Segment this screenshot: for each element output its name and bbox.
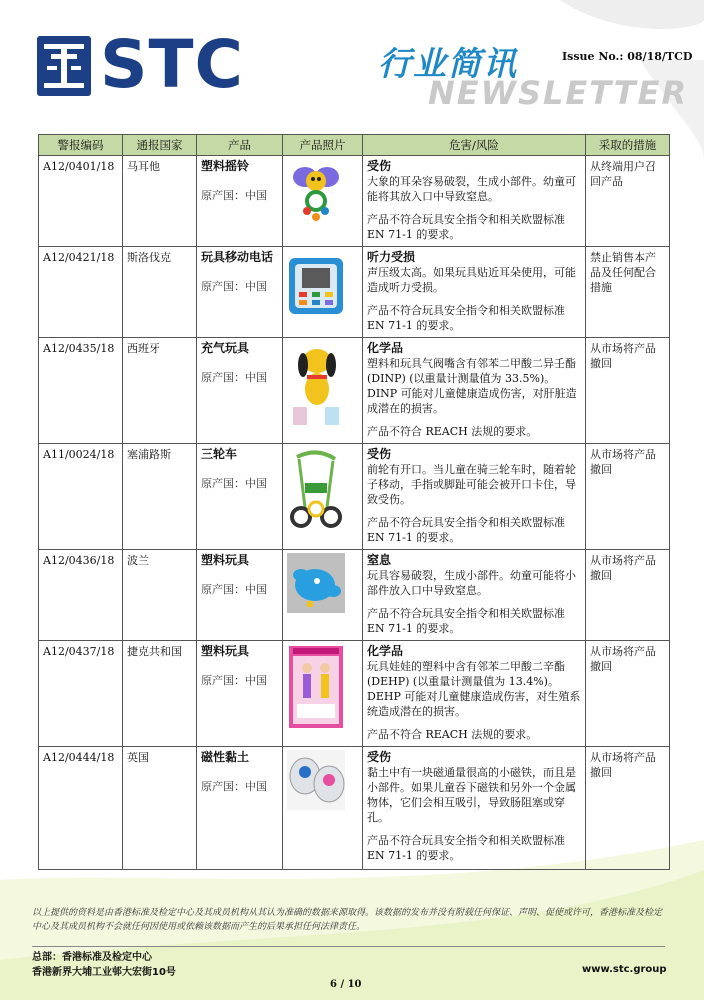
hazard-title: 受伤 <box>367 159 392 173</box>
alert-table <box>38 134 670 870</box>
hazard-regulation: 产品不符合玩具安全指令和相关欧盟标准 EN 71-1 的要求。 <box>367 834 565 862</box>
tricycle-photo <box>287 447 345 533</box>
table-header-row <box>39 135 670 156</box>
hazard-description: 黏土中有一块磁通量很高的小磁铁，而且是小部件。如果儿童吞下磁铁和另外一个金属物体，它们会相互吸引，导致肠阻塞或穿孔。 <box>367 766 576 824</box>
measure-taken: 从市场将产品撤回 <box>586 747 670 870</box>
measure-taken: 从终端用户召回产品 <box>586 156 670 247</box>
hazard-regulation: 产品不符合玩具安全指令和相关欧盟标准 EN 71-1 的要求。 <box>367 516 565 544</box>
doll-package-photo <box>287 644 345 730</box>
product-cell <box>197 444 283 550</box>
product-origin: 原产国：中国 <box>201 780 267 793</box>
photo-cell <box>283 641 363 747</box>
table-row <box>39 444 670 550</box>
product-name: 塑料玩具 <box>201 553 250 567</box>
hazard-description: 大象的耳朵容易破裂，生成小部件。幼童可能将其放入口中导致窒息。 <box>367 175 576 203</box>
header <box>0 0 704 130</box>
alert-ref: A12/0444/18 <box>39 747 123 870</box>
hazard-title: 化学品 <box>367 644 404 658</box>
notifying-country: 捷克共和国 <box>123 641 197 747</box>
product-name: 充气玩具 <box>201 341 250 355</box>
hazard-description: 前轮有开口。当儿童在骑三轮车时，随着轮子移动，手指或脚趾可能会被开口卡住，导致受伤。 <box>367 463 576 506</box>
col-header-product: 产品 <box>197 135 283 156</box>
alert-ref: A12/0421/18 <box>39 247 123 338</box>
notifying-country: 塞浦路斯 <box>123 444 197 550</box>
product-cell <box>197 641 283 747</box>
hazard-cell <box>363 747 586 870</box>
page-number: 6 / 10 <box>330 979 362 990</box>
product-origin: 原产国：中国 <box>201 583 267 596</box>
hazard-title: 受伤 <box>367 750 392 764</box>
issue-number: Issue No.: 08/18/TCD <box>562 50 693 63</box>
hazard-cell <box>363 550 586 641</box>
hazard-regulation: 产品不符合玩具安全指令和相关欧盟标准 EN 71-1 的要求。 <box>367 607 565 635</box>
table-row <box>39 641 670 747</box>
measure-taken: 从市场将产品撤回 <box>586 338 670 444</box>
hazard-regulation: 产品不符合 REACH 法规的要求。 <box>367 425 538 438</box>
measure-taken: 禁止销售本产品及任何配合措施 <box>586 247 670 338</box>
notifying-country: 马耳他 <box>123 156 197 247</box>
footer-divider <box>32 946 665 947</box>
hazard-description: 玩具容易破裂，生成小部件。幼童可能将小部件放入口中导致窒息。 <box>367 569 576 597</box>
product-cell <box>197 247 283 338</box>
alert-ref: A11/0024/18 <box>39 444 123 550</box>
hazard-title: 化学品 <box>367 341 404 355</box>
product-name: 玩具移动电话 <box>201 250 274 264</box>
product-origin: 原产国：中国 <box>201 674 267 687</box>
col-header-photo: 产品照片 <box>283 135 363 156</box>
photo-cell <box>283 338 363 444</box>
product-cell <box>197 747 283 870</box>
hazard-cell <box>363 338 586 444</box>
hazard-cell <box>363 247 586 338</box>
product-cell <box>197 550 283 641</box>
rattle-toy-photo <box>287 159 345 229</box>
notifying-country: 波兰 <box>123 550 197 641</box>
product-origin: 原产国：中国 <box>201 477 267 490</box>
product-origin: 原产国：中国 <box>201 189 267 202</box>
hazard-description: 塑料和玩具气阀嘴含有邻苯二甲酸二异壬酯 (DINP) (以重量计测量值为 33.5%)。DINP 可能对儿童健康造成伤害，对肝脏造成潜在的损害。 <box>367 357 577 415</box>
org-name: 总部：香港标准及检定中心 <box>32 952 152 963</box>
plastic-toy-photo <box>287 553 345 613</box>
table-row <box>39 747 670 870</box>
alert-ref: A12/0435/18 <box>39 338 123 444</box>
notifying-country: 英国 <box>123 747 197 870</box>
table-row <box>39 247 670 338</box>
measure-taken: 从市场将产品撤回 <box>586 641 670 747</box>
hazard-title: 窒息 <box>367 553 392 567</box>
photo-cell <box>283 444 363 550</box>
alert-ref: A12/0437/18 <box>39 641 123 747</box>
col-header-ref: 警报编码 <box>39 135 123 156</box>
notifying-country: 斯洛伐克 <box>123 247 197 338</box>
product-origin: 原产国：中国 <box>201 280 267 293</box>
website-link[interactable]: www.stc.group <box>582 964 667 975</box>
footer-org <box>32 950 176 980</box>
product-name: 三轮车 <box>201 447 238 461</box>
product-origin: 原产国：中国 <box>201 371 267 384</box>
table-row <box>39 550 670 641</box>
product-name: 塑料摇铃 <box>201 159 250 173</box>
hazard-title: 受伤 <box>367 447 392 461</box>
product-cell <box>197 338 283 444</box>
product-name: 塑料玩具 <box>201 644 250 658</box>
photo-cell <box>283 156 363 247</box>
magnetic-clay-photo <box>287 750 345 810</box>
alert-ref: A12/0436/18 <box>39 550 123 641</box>
toy-phone-photo <box>287 250 345 320</box>
disclaimer: 以上提供的资料是由香港标准及检定中心及其成员机构从其认为准确的数据来源取得。该数据的发布并没有附载任何保证、声明、促使或许可，香港标准及检定中心及其成员机构不会就任何因使用或依赖该数据而产生的后果承担任何法律责任。 <box>32 908 663 932</box>
product-cell <box>197 156 283 247</box>
hazard-cell <box>363 156 586 247</box>
hazard-title: 听力受损 <box>367 250 416 264</box>
col-header-hazard: 危害/风险 <box>363 135 586 156</box>
hazard-cell <box>363 641 586 747</box>
product-name: 磁性黏土 <box>201 750 250 764</box>
inflatable-toy-photo <box>287 341 345 429</box>
photo-cell <box>283 247 363 338</box>
hazard-cell <box>363 444 586 550</box>
notifying-country: 西班牙 <box>123 338 197 444</box>
newsletter-title-cn: 行业简讯 <box>378 44 518 83</box>
brand-name: STC <box>100 26 244 103</box>
hazard-regulation: 产品不符合 REACH 法规的要求。 <box>367 728 538 741</box>
table-row <box>39 156 670 247</box>
hazard-description: 声压级太高。如果玩具贴近耳朵使用，可能造成听力受损。 <box>367 266 576 294</box>
newsletter-title-en: NEWSLETTER <box>428 74 689 112</box>
measure-taken: 从市场将产品撤回 <box>586 444 670 550</box>
hazard-regulation: 产品不符合玩具安全指令和相关欧盟标准 EN 71-1 的要求。 <box>367 213 565 241</box>
col-header-country: 通报国家 <box>123 135 197 156</box>
alert-ref: A12/0401/18 <box>39 156 123 247</box>
table-row <box>39 338 670 444</box>
hazard-description: 玩具娃娃的塑料中含有邻苯二甲酸二辛酯 (DEHP) (以重量计测量值为 13.4%)。DEHP 可能对儿童健康造成伤害，对生殖系统造成潜在的损害。 <box>367 660 581 718</box>
org-address: 香港新界大埔工业邨大宏街10号 <box>32 967 176 978</box>
hazard-regulation: 产品不符合玩具安全指令和相关欧盟标准 EN 71-1 的要求。 <box>367 304 565 332</box>
col-header-measure: 采取的措施 <box>586 135 670 156</box>
photo-cell <box>283 550 363 641</box>
photo-cell <box>283 747 363 870</box>
measure-taken: 从市场将产品撤回 <box>586 550 670 641</box>
stc-logo-mark-icon <box>37 36 91 96</box>
